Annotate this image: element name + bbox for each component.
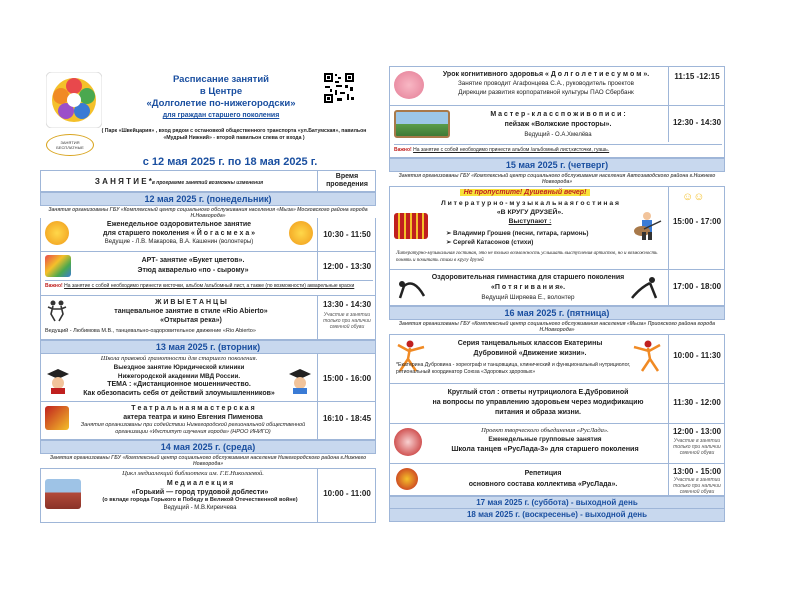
event-rehearsal-time-note: Участие в занятии только при наличии сменной обуви [673,477,721,495]
event-lecture-host: Ведущий - М.В.Киреичева [163,505,237,511]
title-line-2: в Центре [199,86,243,97]
event-art-l1: АРТ- занятие «Букет цветов». [141,257,245,264]
event-literary-performers [446,229,636,247]
event-yoga-text [71,220,287,247]
event-painting-host: Ведущий - О.А.Хмелёва [524,132,592,138]
performer-1-text: Владимир Грошев (песни, гитара, гармонь) [453,230,589,237]
right-column [389,66,725,524]
event-ruslada-school-l1: Еженедельные групповые занятия [488,436,602,443]
performer-2-text: Сергей Катасонов (стихи) [453,239,534,246]
landscape-painting [394,110,450,138]
event-dance-l3: «Открытая река») [160,317,222,324]
event-rehearsal-l2: основного состава коллектива «РусЛада». [468,481,618,488]
graduate-icon [47,368,69,394]
brain-icon [394,71,424,99]
important-label: Важно! [394,147,412,153]
event-dance-text [71,298,311,325]
kremlin-picture [45,479,81,509]
lesson-header-note: в программе занятий возможны изменения [151,180,264,186]
day-header-saturday: 17 мая 2025 г. (суббота) - выходной день [389,496,725,509]
event-ruslada-school-text [424,426,666,453]
event-round-table-time: 11:30 - 12:00 [673,398,721,407]
event-ruslada-school [389,424,725,464]
event-painting [389,106,725,158]
event-gymnastics-l2: «П о т я г и в а н и я». [490,284,566,291]
event-dance-classes-text [428,339,632,359]
title-line-1: Расписание занятий [172,74,270,85]
event-art-l2: Этюд акварелью «по - сырому» [137,267,249,274]
event-rehearsal-text [420,468,666,490]
event-round-table [389,384,725,424]
day-header-sunday: 18 мая 2025 г. (воскресенье) - выходной день [389,509,725,522]
event-lecture-l2: «Горький — город трудовой доблести» [131,489,269,496]
event-rehearsal-l1: Репетиция [524,470,562,477]
event-legal-l2: Нижегородской академии МВД России. [117,372,241,380]
event-yoga-hosts: Ведущие - Л.В. Макарова, В.А. Кашенин (волонтеры) [104,239,254,245]
event-painting-note [394,144,722,153]
event-round-table-l1: Круглый стол : ответы нутрициолога Е.Дубровиной [447,389,629,396]
event-art-note-text: На занятие с собой необходимо принести кисточки, альбом /альбомный лист, а также (по возможности) акварельные краски [64,283,355,289]
event-yoga-time: 10:30 - 11:50 [323,230,371,239]
event-cognitive-l2: Занятие проводит Агафонцева С.А., руководитель проектов [457,80,634,87]
lesson-header-label: З А Н Я Т И Е * [94,177,152,186]
organizer-thursday: Занятия организованы ГБУ «Комплексный центр социального обслуживания населения Автозаводского района г.Нижнего Новгорода» [398,173,716,185]
performer-1: ➢ Владимир Грошев (песни, гитара, гармонь) [446,230,589,237]
smiley-icons: ☺☺ [682,191,705,203]
organizer-monday: Занятия организованы ГБУ «Комплексный центр социального обслуживания населения «Мыза» Московского района города Н.Новгорода» [48,207,368,219]
day-header-thursday: 15 мая 2025 г. (четверг) [389,158,725,172]
event-art-note [45,280,373,289]
event-painting-l1: М а с т е р - к л а с с п о ж и в о п и с и : [490,111,626,118]
event-literary [389,186,725,270]
event-lecture [40,468,376,523]
lesson-header [41,177,317,186]
event-dance [40,296,376,340]
day-header-friday: 16 мая 2025 г. (пятница) [389,306,725,320]
event-literary-text [430,199,630,226]
stretch-icon [394,274,428,300]
event-literary-time: 15:00 - 17:00 [672,217,722,226]
longevity-logo [46,72,102,128]
event-literary-note: Литературно-музыкальная гостиная, это не только возможность услышать выступления артистов, но и возможность понять и почитать стихи в кругу друзей [396,251,658,263]
event-yoga [40,218,376,252]
event-legal-l4: Как обезопасить себя от действий злоумышленников» [83,389,275,397]
event-gymnastics-time: 17:00 - 18:00 [672,282,722,291]
event-legal-top: Школа правовой грамотности для старшего поколения. [100,355,258,362]
event-theatre-l1: Т е а т р а л ь н а я м а с т е р с к а я [131,405,255,412]
event-dance-classes-note: *Екатерина Дубровина - хореограф и танцовщица, клинический и функциональный нутрициолог, региональный координатор Союза «Здоровых здоровых» [396,362,631,375]
graduate-icon-right [289,368,311,394]
event-theatre-time: 16:10 - 18:45 [322,414,372,423]
event-dance-classes-l2: Дубровиной «Движение жизни». [473,350,587,357]
event-dance-time-note: Участие в занятии только при наличии сменной обуви [323,312,371,330]
event-lecture-l3: (о вкладе города Горького в Победу в Великой Отечественной войне) [102,497,298,503]
event-theatre-text [71,404,315,436]
page-subtitle: для граждан старшего поколения [162,112,280,119]
time-header: Время проведения [326,173,368,188]
event-literary-banner: Не пропустите! Душевный вечер! [460,189,590,196]
page-title [136,74,306,110]
qr-code[interactable] [323,72,355,104]
ruslada-dancers-picture [394,428,422,456]
accordion-icon [394,213,428,239]
left-column [40,68,376,523]
event-dance-classes [389,334,725,384]
event-cognitive-l3: Дирекции развития корпоративной культуры ПАО Сбербанк [458,89,634,96]
ruslada-logo [396,468,418,490]
event-round-table-l2: на вопросы по управлению здоровьем через модификацию [432,399,644,406]
day-header-tuesday: 13 мая 2025 г. (вторник) [40,340,376,354]
dancers-icon [47,300,67,322]
address: ( Парк «Швейцария» , вход рядом с остановкой общественного транспорта «ул.Батумская», павильон «Мудрый Нижний» - второй павильон слева от входа ) [101,128,367,141]
event-dance-classes-time: 10:00 - 11:30 [673,351,721,360]
event-legal-text [71,364,287,398]
event-art [40,252,376,296]
event-dance-classes-l1: Серия танцевальных классов Екатерины [457,340,603,347]
event-cognitive-text [426,70,666,97]
event-ruslada-school-top: Проект творческого объединения «РусЛада». [481,427,609,434]
event-painting-l2: пейзаж «Волжские просторы». [504,121,612,128]
title-line-3: «Долголетие по-нижегородски» [146,98,296,109]
day-header-monday: 12 мая 2025 г. (понедельник) [40,192,376,206]
event-ruslada-school-time-note: Участие в занятии только при наличии сменной обуви [673,438,721,456]
event-theatre-l3: Занятия организованы при содействии Нижегородской региональной общественной организации «Институт изучения города» (НРОО ИНИГО) [80,422,306,435]
event-lecture-text [85,479,315,513]
day-header-wednesday: 14 мая 2025 г. (среда) [40,440,376,454]
event-legal [40,354,376,402]
event-lecture-top: Цикл медиалекций библиотеки им. Г.Е.Николаевой. [122,470,264,477]
event-cognitive [389,66,725,106]
event-gymnastics-host: Ведущий Ширяева Е., волонтер [481,294,575,301]
paint-palette-icon [45,255,71,277]
event-lecture-l1: М е д и а л е к ц и я [166,480,234,487]
table-header [40,170,376,192]
theatre-masks-icon [45,406,69,430]
event-gymnastics-l1: Оздоровительная гимнастика для старшего поколения [431,274,625,281]
event-lecture-time: 10:00 - 11:00 [323,489,371,498]
event-round-table-l3: питания и образа жизни. [495,409,581,416]
event-ruslada-school-time: 12:00 - 13:00 [672,427,722,436]
event-painting-text [452,110,664,140]
event-yoga-l2: для старшего поколения « Й о г а с м е х а » [102,230,256,237]
important-label: Важно! [45,283,63,289]
sun-icon [45,221,69,245]
event-art-text [75,256,311,276]
event-legal-time: 15:00 - 16:00 [322,374,372,383]
free-badge: ЗАНЯТИЯ БЕСПЛАТНЫЕ [46,134,94,156]
event-gymnastics [389,270,725,306]
organizer-wednesday: Занятия организованы ГБУ «Комплексный центр социального обслуживания населения Нижегородского района г.Нижнего Новгорода» [49,455,367,467]
event-literary-performers-label: Выступают : [508,218,552,225]
performer-2: ➢ Сергей Катасонов (стихи) [446,239,534,246]
event-yoga-l1: Еженедельное оздоровительное занятие [106,221,252,228]
period: с 12 мая 2025 г. по 18 мая 2025 г. [142,156,318,168]
event-dance-l1: Ж И В Ы Е Т А Н Ц Ы [155,299,227,306]
event-literary-l1: Л и т е р а т у р н о - м у з ы к а л ь н а я г о с т и н а я [440,200,620,207]
event-round-table-text [410,388,666,418]
event-cognitive-l1: Урок когнитивного здоровья « Д о л г о л е т и е с у м о м ». [442,71,650,78]
event-painting-time: 12:30 - 14:30 [672,118,722,127]
stretch-icon-right [626,274,660,300]
event-cognitive-time: 11:15 -12:15 [674,72,720,81]
event-dance-time: 13:30 - 14:30 [322,300,372,309]
event-art-time: 12:00 - 13:30 [322,262,372,271]
event-ruslada-school-l2: Школа танцев «РусЛада-3» для старшего поколения [451,444,639,453]
event-literary-l2: «В КРУГУ ДРУЗЕЙ». [496,209,564,216]
sun-icon-right [289,221,313,245]
event-theatre-l2: актера театра и кино Евгения Пименова [123,414,263,421]
event-rehearsal [389,464,725,496]
event-theatre [40,402,376,440]
event-painting-note-text: На занятие с собой необходимо принести альбом /альбомный лист,кисточки, гуашь. [413,147,610,153]
event-legal-l3: ТЕМА : «Дистанционное мошенничество. [107,381,251,388]
event-rehearsal-time: 13:00 - 15:00 [672,467,722,476]
event-dance-host: Ведущий - Любимова М.В., танцевально-оздоровительное движение «Rio Abierto» [45,328,256,334]
event-legal-l1: Выездное занятие Юридической клиники [113,364,245,371]
event-dance-l2: танцевальное занятие в стиле «Rio Abierto» [114,308,268,315]
event-gymnastics-text [430,273,626,303]
organizer-friday: Занятия организованы ГБУ «Комплексный центр социального обслуживания населения «Мыза» Приокского района города Н.Новгорода» [398,321,716,333]
